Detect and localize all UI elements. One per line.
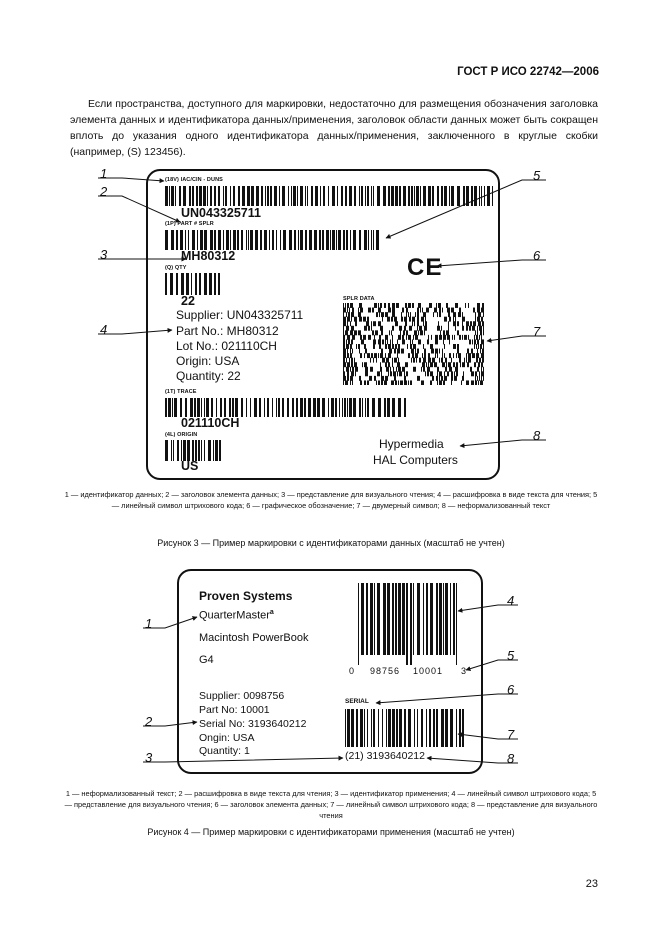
- product-footnote: a: [269, 609, 274, 616]
- figure4-legend: 1 — неформализованный текст; 2 — расшифровка в виде текста для чтения; 3 — идентификатор применения; 4 — линейный символ штрихового кода; 5 — представление для визуального чтения; 6 — заголовок элемента данных; 7 — линейный символ штрихового кода; 8 — представление для визуального чтения: [64, 789, 598, 820]
- splr-data-title: SPLR DATA: [343, 296, 375, 302]
- leader-f4-8: [427, 758, 518, 763]
- fig4-callout-1: 1: [145, 616, 153, 631]
- fig4-callout-4: 4: [507, 593, 515, 608]
- company-name: Proven Systems: [199, 589, 293, 603]
- fig3-quantity: Quantity: 22: [176, 369, 241, 383]
- figure4-caption: Рисунок 4 — Пример маркировки с идентификаторами применения (масштаб не учтен): [147, 827, 515, 837]
- fig3-callout-6: 6: [533, 248, 541, 263]
- fig3-callout-1: 1: [100, 166, 108, 181]
- hypermedia-text: Hypermedia: [379, 437, 444, 451]
- ean-group2: 10001: [413, 666, 444, 676]
- leader-f4-7: [458, 734, 518, 739]
- fig3-callout-5: 5: [533, 168, 541, 183]
- leader-f4-4: [458, 605, 518, 611]
- fig4-callout-2: 2: [145, 714, 153, 729]
- duns-value: UN043325711: [181, 206, 261, 220]
- intro-paragraph: Если пространства, доступного для маркировки, недостаточно для размещения обозначения заголовка элемента данных и идентификатора данных/применения, заголовок области данных может быть сокращен вплоть до указания одного идентификатора данных/применения, заключенного в круглые скобки (например, (S) 123456).: [70, 98, 598, 158]
- leader-f3-6: [437, 260, 546, 266]
- serial-hri: (21) 3193640212: [345, 750, 425, 762]
- ean-left-digit: 0: [349, 666, 355, 676]
- fig4-callout-7: 7: [507, 727, 515, 742]
- leader-f3-5: [386, 180, 546, 238]
- trace-title: (1T) TRACE: [165, 389, 197, 395]
- serial-title: SERIAL: [345, 698, 369, 705]
- product-name-text: QuarterMaster: [199, 609, 270, 622]
- leader-f4-2: [143, 722, 197, 726]
- fig4-serial: Serial No: 3193640212: [199, 718, 307, 730]
- trace-value: 021110CH: [181, 416, 240, 430]
- fig3-callout-7: 7: [533, 324, 541, 339]
- fig4-partno: Part No: 10001: [199, 704, 270, 716]
- figure3-legend: 1 — идентификатор данных; 2 — заголовок элемента данных; 3 — представление для визуального чтения; 4 — расшифровка в виде текста для чтения; 5 — линейный символ штрихового кода; 6 — графическое обозначение; 7 — двумерный символ; 8 — неформализованный текст: [64, 490, 598, 510]
- fig3-origin: Origin: USA: [176, 354, 240, 368]
- model-name: Macintosh PowerBook: [199, 632, 309, 644]
- fig3-partno: Part No.: MH80312: [176, 324, 279, 338]
- fig4-supplier: Supplier: 0098756: [199, 690, 285, 702]
- fig3-lotno: Lot No.: 021110CH: [176, 339, 277, 353]
- version-name: G4: [199, 654, 214, 666]
- figure3-caption: Рисунок 3 — Пример маркировки с идентификаторами данных (масштаб не учтен): [157, 538, 505, 548]
- leader-f3-2: [98, 196, 180, 222]
- duns-title: (18V) IAC/CIN - DUNS: [165, 177, 223, 183]
- ce-mark: CE: [407, 254, 443, 281]
- leader-f4-1: [143, 617, 197, 628]
- leader-f4-6: [376, 694, 518, 703]
- leader-f4-5: [466, 660, 518, 670]
- part-title: (1P) PART # SPLR: [165, 221, 214, 227]
- qty-title: (Q) QTY: [165, 265, 187, 271]
- ean-check-digit: 3: [461, 666, 467, 676]
- fig3-callout-3: 3: [100, 247, 108, 262]
- fig3-callout-8: 8: [533, 428, 541, 443]
- fig3-callout-2: 2: [100, 184, 108, 199]
- fig4-callout-3: 3: [145, 750, 153, 765]
- fig3-callout-4: 4: [100, 322, 108, 337]
- fig4-quantity: Quantity: 1: [199, 745, 250, 757]
- standard-header: ГОСТ Р ИСО 22742—2006: [457, 66, 599, 78]
- part-value: MH80312: [181, 249, 236, 263]
- fig3-supplier: Supplier: UN043325711: [176, 308, 304, 322]
- fig4-callout-5: 5: [507, 648, 515, 663]
- origin-value: US: [181, 459, 199, 473]
- page-number: 23: [585, 878, 598, 890]
- ean-group1: 98756: [370, 666, 401, 676]
- leader-f3-4: [98, 330, 172, 334]
- leader-f3-8: [460, 440, 546, 446]
- hal-computers-text: HAL Computers: [373, 453, 458, 467]
- leader-f4-3: [143, 758, 343, 762]
- leader-f3-1: [98, 178, 164, 181]
- fig4-callout-6: 6: [507, 682, 515, 697]
- origin-title: (4L) ORIGIN: [165, 432, 198, 438]
- qty-value: 22: [181, 294, 195, 308]
- fig4-origin: Ongin: USA: [199, 732, 255, 744]
- leader-f3-7: [487, 336, 546, 341]
- fig4-callout-8: 8: [507, 751, 515, 766]
